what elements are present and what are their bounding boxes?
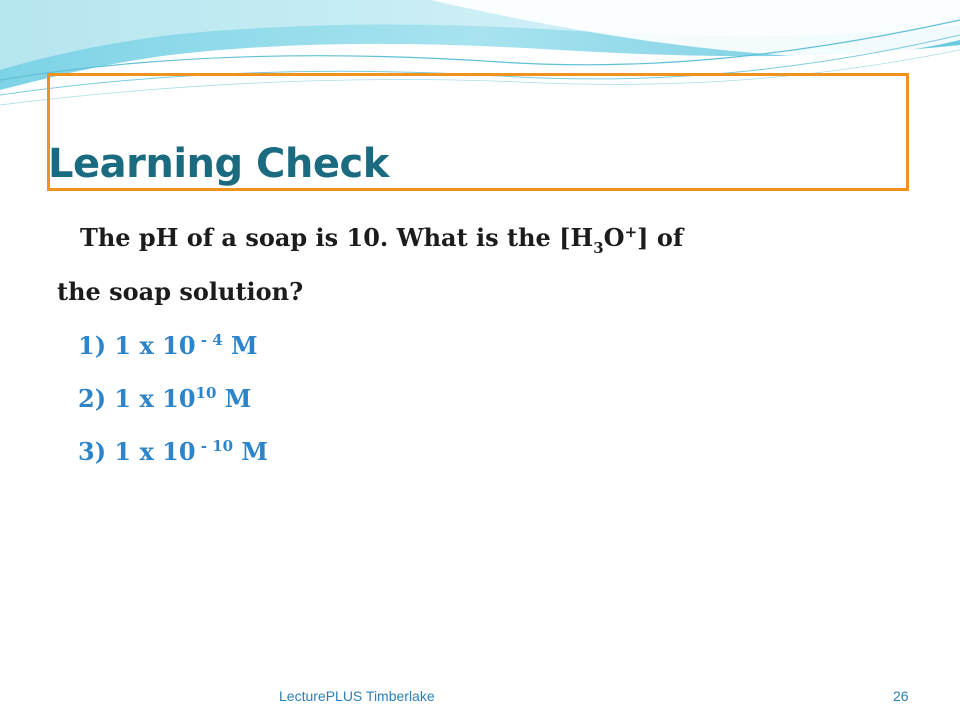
footer-source: LecturePLUS Timberlake [279, 688, 435, 704]
question-text-start: The pH of a soap is 10. What is the [H [80, 223, 594, 252]
subscript-3: 3 [593, 239, 604, 257]
superscript-plus: + [624, 223, 638, 241]
option-1-unit: M [222, 331, 258, 360]
option-3-unit: M [233, 437, 268, 466]
slide-number: 26 [893, 688, 909, 704]
option-3-exponent: - 10 [195, 437, 234, 455]
question-text-end: ] of [637, 223, 684, 252]
question-line-2: the soap solution? [57, 277, 304, 306]
answer-option-1 [78, 330, 258, 362]
option-3-text: 3) 1 x 10 [78, 437, 196, 466]
option-1-exponent: - 4 [195, 331, 223, 349]
option-2-exponent: 10 [195, 384, 217, 402]
answer-option-2 [78, 383, 251, 415]
question-line-1 [80, 222, 684, 257]
answer-option-3 [78, 436, 268, 468]
option-2-unit: M [216, 384, 252, 413]
question-text-oxygen: O [603, 223, 625, 252]
slide-title: Learning Check [48, 141, 389, 187]
option-2-text: 2) 1 x 10 [78, 384, 196, 413]
option-1-text: 1) 1 x 10 [78, 331, 196, 360]
